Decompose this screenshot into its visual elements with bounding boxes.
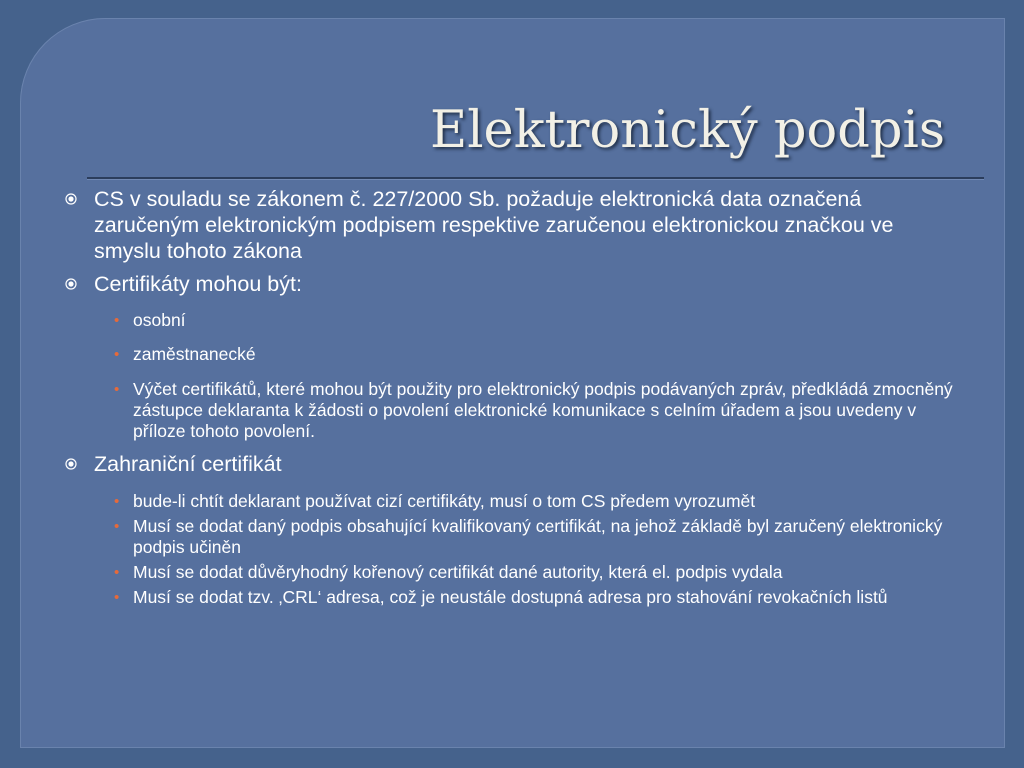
sub-bullet-item [60,379,960,442]
sub-bullet-item [60,310,960,331]
small-dot-icon: • [114,564,120,581]
sub-bullet-text: Musí se dodat daný podpis obsahující kvalifikovaný certifikát, na jehož základě byl zaručený elektronický podpis učiněn [133,516,943,557]
circle-dot-icon [65,193,77,205]
circle-dot-icon [65,458,77,470]
bullet-text: CS v souladu se zákonem č. 227/2000 Sb. požaduje elektronická data označená zaručeným elektronickým podpisem respektive zaručenou elektronickou značkou ve smyslu tohoto zákona [94,187,894,263]
sub-bullet-item [60,587,960,608]
sub-bullet-text: Musí se dodat důvěryhodný kořenový certifikát dané autority, která el. podpis vydala [133,562,783,582]
circle-dot-icon [65,278,77,290]
sub-bullet-text: osobní [133,310,186,330]
small-dot-icon: • [114,518,120,535]
small-dot-icon: • [114,312,120,329]
bullet-item [60,451,960,477]
sub-bullet-text: zaměstnanecké [133,344,256,364]
bullet-item [60,186,960,264]
sub-bullet-text: Výčet certifikátů, které mohou být použity pro elektronický podpis podávaných zpráv, předkládá zmocněný zástupce deklaranta k žádosti o povolení elektronické komunikace s celním úřadem a jsou uvedeny v příloze tohoto povolení. [133,379,953,441]
title-divider [87,177,984,180]
small-dot-icon: • [114,589,120,606]
small-dot-icon: • [114,381,120,398]
bullet-text: Certifikáty mohou být: [94,272,302,296]
sub-bullet-item [60,491,960,512]
small-dot-icon: • [114,346,120,363]
sub-bullet-item [60,516,960,558]
small-dot-icon: • [114,493,120,510]
sub-bullet-text: bude-li chtít deklarant používat cizí certifikáty, musí o tom CS předem vyrozumět [133,491,756,511]
slide-title: Elektronický podpis [430,101,945,160]
bullet-text: Zahraniční certifikát [94,452,282,476]
sub-bullet-item [60,562,960,583]
sub-bullet-item [60,344,960,365]
bullet-item [60,271,960,297]
bullet-list [60,186,960,608]
sub-bullet-text: Musí se dodat tzv. ‚CRL‘ adresa, což je neustále dostupná adresa pro stahování revokačních listů [133,587,888,607]
